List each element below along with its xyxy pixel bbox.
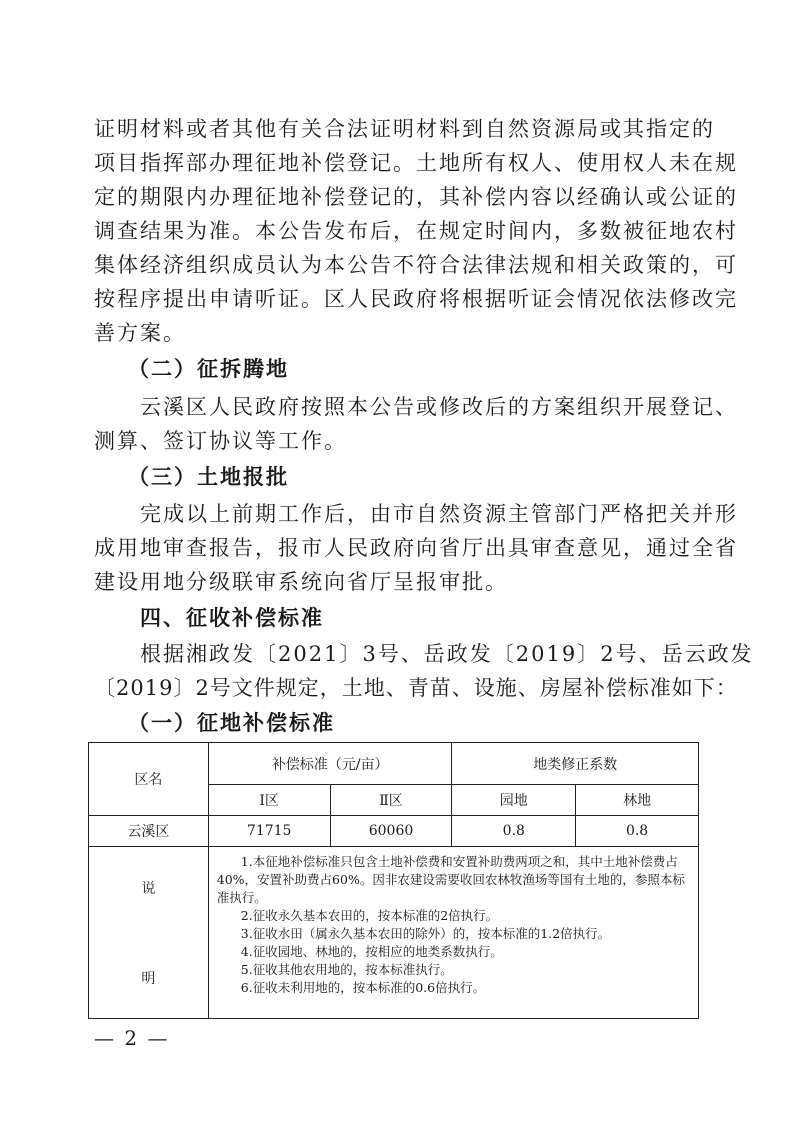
section-heading: （二）征拆腾地 [128,356,289,381]
page-number: — 2 — [94,1026,170,1050]
compensation-table [88,742,699,1019]
paragraph-line: 成用地审查报告，报市人民政府向省厅出具审查意见，通过全省 [94,536,738,560]
notes-content [208,847,698,1019]
cell-garden-value: 0.8 [452,816,576,847]
paragraph-line: 调查结果为准。本公告发布后，在规定时间内，多数被征地农村 [94,219,738,243]
paragraph-line: 完成以上前期工作后，由市自然资源主管部门严格把关并形 [140,502,738,526]
cell-area-name: 云溪区 [89,816,209,847]
note-item: 2.征收永久基本农田的，按本标准的2倍执行。 [240,908,499,923]
header-area-name: 区名 [89,743,209,816]
notes-label-char: 明 [141,970,156,987]
header-garden: 园地 [452,785,576,816]
notes-label-char: 说 [141,880,156,897]
paragraph-line: 云溪区人民政府按照本公告或修改后的方案组织开展登记、 [140,395,738,419]
section-heading: （三）土地报批 [128,464,289,489]
paragraph-line: 建设用地分级联审系统向省厅呈报审批。 [94,570,508,594]
section-heading: （一）征地补偿标准 [128,710,335,735]
cell-zone-2-value: 60060 [330,816,452,847]
note-item: 4.征收园地、林地的，按相应的地类系数执行。 [240,944,503,959]
note-item: 1.本征地补偿标准只包含土地补偿费和安置补助费两项之和，其中土地补偿费占40%，安置补助费占60%。因非农建设需要收回农林牧渔场等国有土地的，参照本标准执行。 [216,854,685,905]
cell-forest-value: 0.8 [576,816,699,847]
note-item: 5.征收其他农用地的，按本标准执行。 [240,962,453,977]
note-item: 6.征收未利用地的，按本标准的0.6倍执行。 [240,980,486,995]
paragraph-line: 测算、签订协议等工作。 [94,429,347,453]
paragraph-line: 按程序提出申请听证。区人民政府将根据听证会情况依法修改完 [94,287,738,311]
notes-label [89,847,209,1019]
header-compensation-standard: 补偿标准（元/亩） [208,743,452,785]
cell-zone-1-value: 71715 [208,816,330,847]
paragraph-line: 定的期限内办理征地补偿登记的，其补偿内容以经确认或公证的 [94,185,738,209]
header-land-coefficient: 地类修正系数 [452,743,699,785]
paragraph-line: 证明材料或者其他有关合法证明材料到自然资源局或其指定的 [94,117,715,141]
paragraph-line: 根据湘政发〔2021〕3号、岳政发〔2019〕2号、岳云政发 [140,642,754,666]
paragraph-line: 〔2019〕2号文件规定，土地、青苗、设施、房屋补偿标准如下： [94,676,738,700]
header-zone-2: Ⅱ区 [330,785,452,816]
section-heading: 四、征收补偿标准 [140,605,324,630]
header-forest: 林地 [576,785,699,816]
paragraph-line: 善方案。 [94,321,186,345]
header-zone-1: Ⅰ区 [208,785,330,816]
note-item: 3.征收水田（属永久基本农田的除外）的，按本标准的1.2倍执行。 [240,926,611,941]
paragraph-line: 集体经济组织成员认为本公告不符合法律法规和相关政策的，可 [94,253,738,277]
paragraph-line: 项目指挥部办理征地补偿登记。土地所有权人、使用权人未在规 [94,151,738,175]
